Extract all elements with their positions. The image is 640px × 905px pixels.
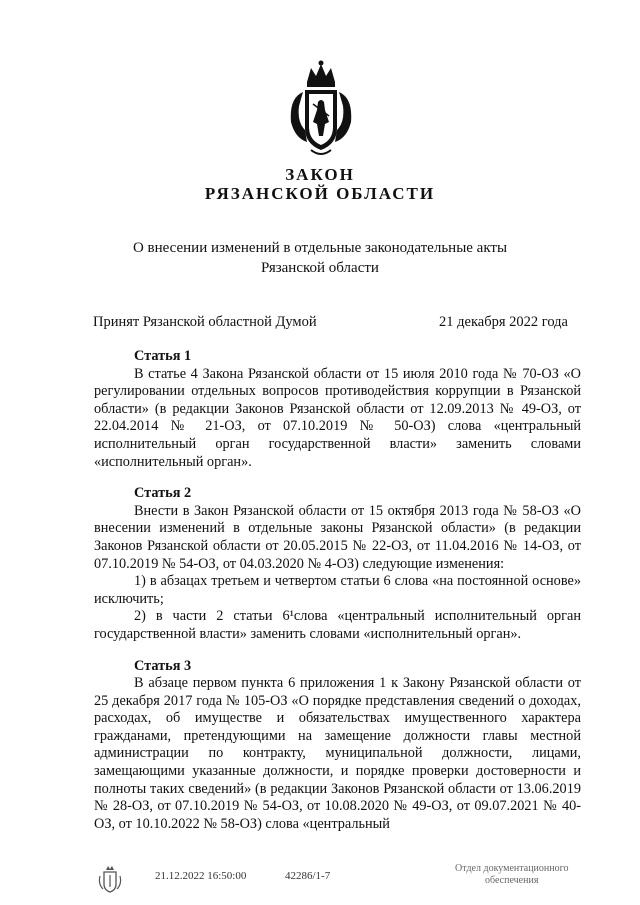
law-title: ЗАКОН: [285, 165, 355, 184]
stamp-line-1: Отдел документационного: [455, 863, 569, 874]
article-1-title: Статья 1: [134, 348, 192, 364]
footer-document-code: 42286/1-7: [285, 870, 331, 882]
article-2-paragraph-3: 2) в части 2 статьи 6¹слова «центральный исполнительный орган государственной власти» заменить словами «исполнительный орган».: [94, 608, 581, 642]
article-2-paragraph-2: 1) в абзацах третьем и четвертом статьи 6 слова «на постоянной основе» исключить;: [94, 573, 581, 607]
footer-emblem-icon: [97, 864, 123, 894]
article-3-paragraph-1: В абзаце первом пункта 6 приложения 1 к Закону Рязанской области от 25 декабря 2017 года № 105-ОЗ «О порядке представления сведений о доходах, расходах, об имуществе и обязательствах имущественного характера гражданами, претендующими на замещение должности главы местной администрации по контракту, муниципальной должности, лицами, замещающими указанные должности, и порядке проверки достоверности и полноты таких сведений» (в редакции Законов Рязанской области от 13.06.2019 № 28-ОЗ, от 07.10.2019 № 54-ОЗ, от 10.08.2020 № 49-ОЗ, от 09.07.2021 № 40-ОЗ, от 10.10.2022 № 58-ОЗ) слова «центральный: [94, 675, 581, 832]
coat-of-arms-emblem: [285, 60, 357, 160]
law-subtitle: [100, 238, 540, 278]
article-2-title: Статья 2: [134, 485, 192, 502]
article-2-paragraph-1: Внести в Закон Рязанской области от 15 октября 2013 года № 58-ОЗ «О внесении изменений в отдельные законы Рязанской области» (в редакции Законов Рязанской области от 20.05.2015 № 22-ОЗ, от 11.04.2016 № 14-ОЗ, от 07.10.2019 № 54-ОЗ, от 04.03.2020 № 4-ОЗ) следующие изменения:: [94, 502, 581, 572]
article-3-title: Статья 3: [134, 657, 192, 674]
adoption-date: 21 декабря 2022 года: [439, 314, 568, 330]
article-1-paragraph-1: В статье 4 Закона Рязанской области от 15 июля 2010 года № 70-ОЗ «О регулировании отдельных вопросов противодействия коррупции в Рязанской области» (в редакции Законов Рязанской области от 12.09.2013 № 49-ОЗ, от 22.04.2014 № 21-ОЗ, от 07.10.2019 № 50-ОЗ) слова «центральный исполнительный орган государственной власти» заменить словами «исполнительный орган».: [94, 365, 581, 470]
subtitle-line-1: О внесении изменений в отдельные законодательные акты: [132, 240, 508, 256]
law-body: [94, 348, 581, 833]
law-region-title: РЯЗАНСКОЙ ОБЛАСТИ: [204, 184, 436, 203]
page-footer: [0, 860, 640, 900]
stamp-line-2: обеспечения: [485, 875, 539, 886]
subtitle-line-2: Рязанской области: [261, 260, 379, 276]
footer-timestamp: 21.12.2022 16:50:00: [155, 870, 247, 882]
adopted-by-text: Принят Рязанской областной Думой: [93, 314, 317, 330]
department-stamp: [455, 863, 568, 887]
